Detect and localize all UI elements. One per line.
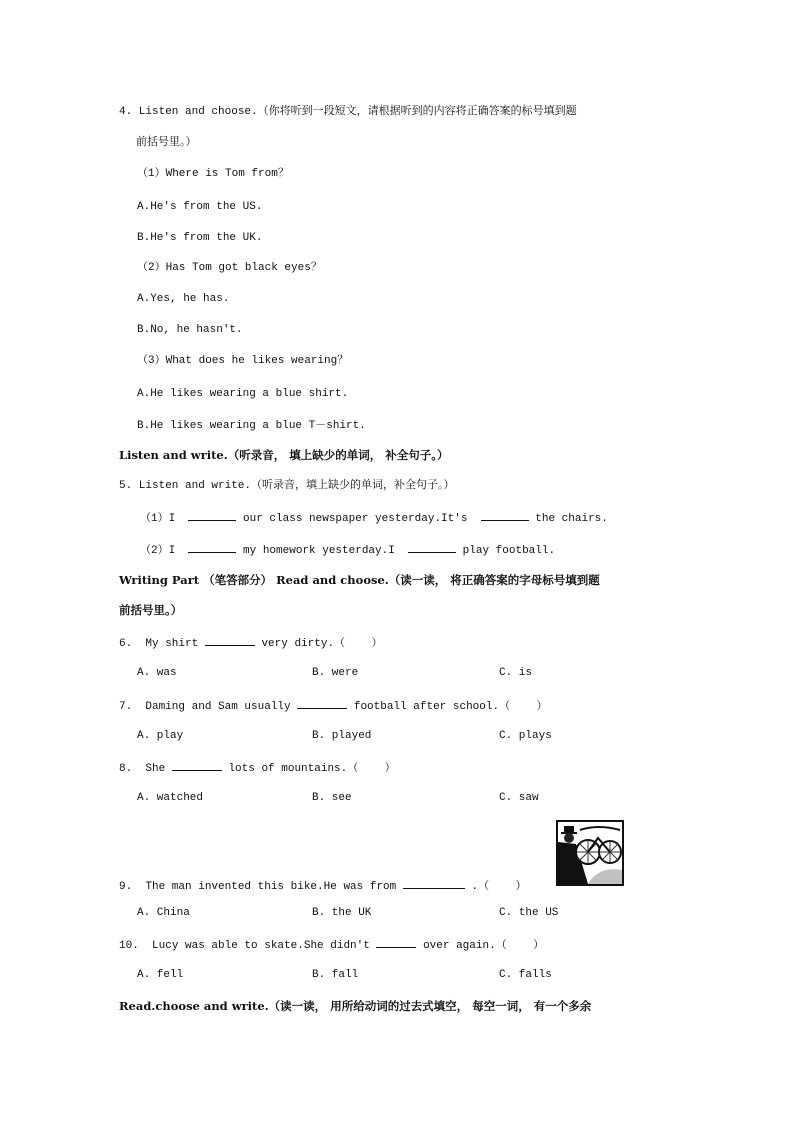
question-text: very dirty.（ ） [261,638,383,650]
option-b: B. played [312,730,372,742]
question-number: 7. [119,701,133,713]
q4-3-question: （3）What does he likes wearing？ [137,355,349,367]
question-9 [119,877,526,895]
section-heading-read-write: Read.choose and write.（读一读， 用所给动词的过去式填空， 每空一词， 有一个多余 [119,999,592,1013]
q4-title-cont: 前括号里。） [136,137,197,149]
q4-1-question: （1）Where is Tom from？ [137,168,289,180]
question-number: 8. [119,763,133,775]
blank[interactable] [188,509,236,521]
option-c: C. saw [499,792,539,804]
q5-sentence-1 [140,509,608,527]
s2-part3: play football. [462,545,556,557]
s1-part3: the chairs. [535,513,608,525]
question-6 [119,634,382,652]
blank[interactable] [408,541,456,553]
blank[interactable] [172,759,222,771]
option-b: B. fall [312,969,359,981]
bicycle-inventor-image [556,820,624,886]
option-a: A. watched [137,792,204,804]
question-text: .（ ） [471,881,527,893]
option-a: A. play [137,730,184,742]
question-text: She [145,763,166,775]
question-text: My shirt [145,638,199,650]
question-number: 6. [119,638,133,650]
s1-part2: our class newspaper yesterday.It's [243,513,468,525]
q4-2-question: （2）Has Tom got black eyes？ [137,262,322,274]
question-number: 9. [119,881,133,893]
option-a: A. was [137,667,177,679]
q4-2-option-b: B.No, he hasn't. [137,324,243,336]
s2-part1: （2）I [140,545,176,557]
q4-1-option-a: A.He's from the US. [137,201,263,213]
question-8 [119,759,396,777]
q4-1-option-b: B.He's from the UK. [137,232,263,244]
option-b: B. see [312,792,352,804]
section-heading-writing-cont: 前括号里。） [119,603,183,617]
section-heading-listen-write: Listen and write.（听录音， 填上缺少的单词， 补全句子。） [119,448,449,462]
option-c: C. plays [499,730,552,742]
question-text: The man invented this bike.He was from [145,881,397,893]
q4-3-option-a: A.He likes wearing a blue shirt. [137,388,349,400]
option-c: C. falls [499,969,552,981]
q5-sentence-2 [140,541,555,559]
option-b: B. the UK [312,907,372,919]
question-text: football after school.（ ） [353,701,548,713]
option-a: A. China [137,907,190,919]
blank[interactable] [297,697,347,709]
option-c: C. is [499,667,533,679]
blank[interactable] [188,541,236,553]
question-7 [119,697,548,715]
blank[interactable] [403,877,465,889]
s1-part1: （1）I [140,513,176,525]
blank[interactable] [376,936,416,948]
question-text: lots of mountains.（ ） [228,763,396,775]
option-b: B. were [312,667,359,679]
s2-part2: my homework yesterday.I [243,545,395,557]
section-heading-writing: Writing Part （笔答部分） Read and choose.（读一读， 将正确答案的字母标号填到题 [119,573,600,587]
question-number: 10. [119,940,139,952]
option-c: C. the US [499,907,559,919]
question-text: Lucy was able to skate.She didn't [152,940,370,952]
question-text: over again.（ ） [423,940,545,952]
q4-3-option-b: B.He likes wearing a blue T－shirt. [137,420,366,432]
q4-2-option-a: A.Yes, he has. [137,293,230,305]
question-10 [119,936,544,954]
blank[interactable] [481,509,529,521]
option-a: A. fell [137,969,184,981]
q4-title: 4. Listen and choose.（你将听到一段短文，请根据听到的内容将正确答案的标号填到题 [119,106,577,118]
question-text: Daming and Sam usually [145,701,291,713]
blank[interactable] [205,634,255,646]
q5-title: 5. Listen and write.（听录音，填上缺少的单词，补全句子。） [119,480,455,492]
